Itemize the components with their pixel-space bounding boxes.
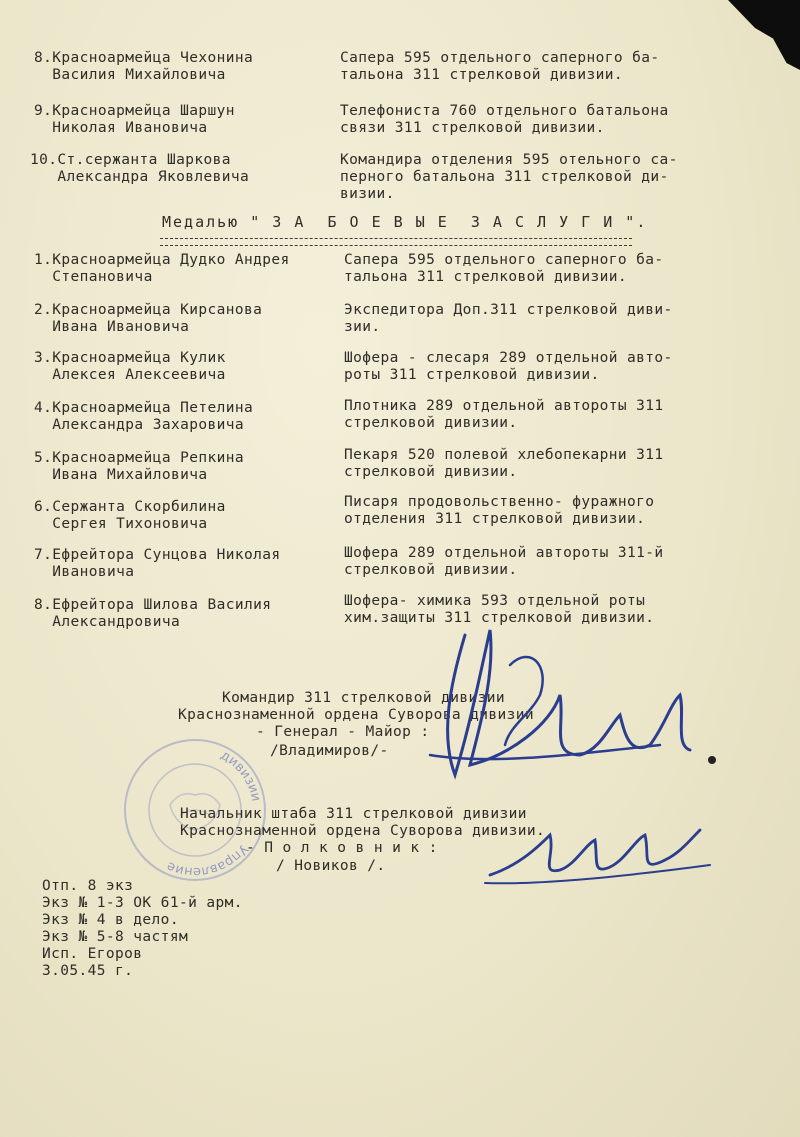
list-item-name: 3.Красноармейца Кулик Алексея Алексеевича [34, 350, 226, 383]
list-item-name: 8.Красноармейца Чехонина Василия Михайловича [34, 50, 254, 83]
stamp-text-top: Управление [164, 841, 251, 880]
chief-title: Начальник штаба 311 стрелковой дивизии [180, 806, 527, 822]
stamp-text-left: дивизии [217, 747, 264, 803]
list-item-name: 9.Красноармейца Шаршун Николая Ивановича [34, 103, 235, 136]
footer-line: Экз № 5-8 частям [42, 929, 189, 945]
medal-heading: Медалью " З А Б О Е В Ы Е З А С Л У Г И ". [162, 213, 648, 231]
svg-text:Управление [165, 842, 251, 879]
chief-unit: Краснознаменной ордена Суворова дивизии. [180, 823, 546, 839]
list-item-name: 2.Красноармейца Кирсанова Ивана Ивановича [34, 302, 263, 335]
list-item-name: 10.Ст.сержанта Шаркова Александра Яковлевича [30, 152, 250, 185]
commander-rank: - Генерал - Майор : [256, 724, 430, 740]
list-item-name: 1.Красноармейца Дудко Андрея Степановича [34, 252, 290, 285]
footer-line: Экз № 4 в дело. [42, 912, 179, 928]
list-item-name: 7.Ефрейтора Сунцова Николая Ивановича [34, 547, 281, 580]
footer-line: Исп. Егоров [42, 946, 143, 962]
commander-unit: Краснознаменной ордена Суворова дивизии [178, 707, 535, 723]
list-item-name: 4.Красноармейца Петелина Александра Захаровича [34, 400, 254, 433]
chief-signature [480, 805, 720, 895]
commander-signature [410, 605, 710, 805]
commander-name: /Владимиров/- [270, 743, 389, 759]
list-item-desc: Писаря продовольственно- фуражного отделения 311 стрелковой дивизии. [344, 494, 655, 527]
list-item-desc: Плотника 289 отдельной автороты 311 стрелковой дивизии. [344, 398, 664, 431]
list-item-desc: Шофера - слесаря 289 отдельной авто- роты 311 стрелковой дивизии. [344, 350, 673, 383]
ink-spot [708, 756, 716, 764]
list-item-desc: Пекаря 520 полевой хлебопекарни 311 стрелковой дивизии. [344, 447, 664, 480]
list-item-desc: Сапера 595 отдельного саперного ба- тальона 311 стрелковой дивизии. [340, 50, 660, 83]
list-item-desc: Телефониста 760 отдельного батальона связи 311 стрелковой дивизии. [340, 103, 669, 136]
list-item-desc: Командира отделения 595 отельного са- перного батальона 311 стрелковой ди- визии. [340, 152, 678, 202]
list-item-desc: Шофера 289 отдельной автороты 311-й стрелковой дивизии. [344, 545, 664, 578]
list-item-desc: Экспедитора Доп.311 стрелковой диви- зии. [344, 302, 673, 335]
footer-line: Экз № 1-3 ОК 61-й арм. [42, 895, 243, 911]
footer-line: 3.05.45 г. [42, 963, 134, 979]
chief-name: / Новиков /. [276, 858, 386, 874]
list-item-desc: Сапера 595 отдельного саперного ба- тальона 311 стрелковой дивизии. [344, 252, 664, 285]
heading-underline [160, 238, 632, 246]
list-item-name: 5.Красноармейца Репкина Ивана Михайловича [34, 450, 244, 483]
footer-line: Отп. 8 экз [42, 878, 134, 894]
chief-rank: - П о л к о в н и к : [246, 840, 438, 856]
commander-title: Командир 311 стрелковой дивизии [222, 690, 506, 706]
list-item-name: 6.Сержанта Скорбилина Сергея Тихоновича [34, 499, 226, 532]
list-item-name: 8.Ефрейтора Шилова Василия Александровича [34, 597, 272, 630]
list-item-desc: Шофера- химика 593 отдельной роты хим.защиты 311 стрелковой дивизии. [344, 593, 655, 626]
